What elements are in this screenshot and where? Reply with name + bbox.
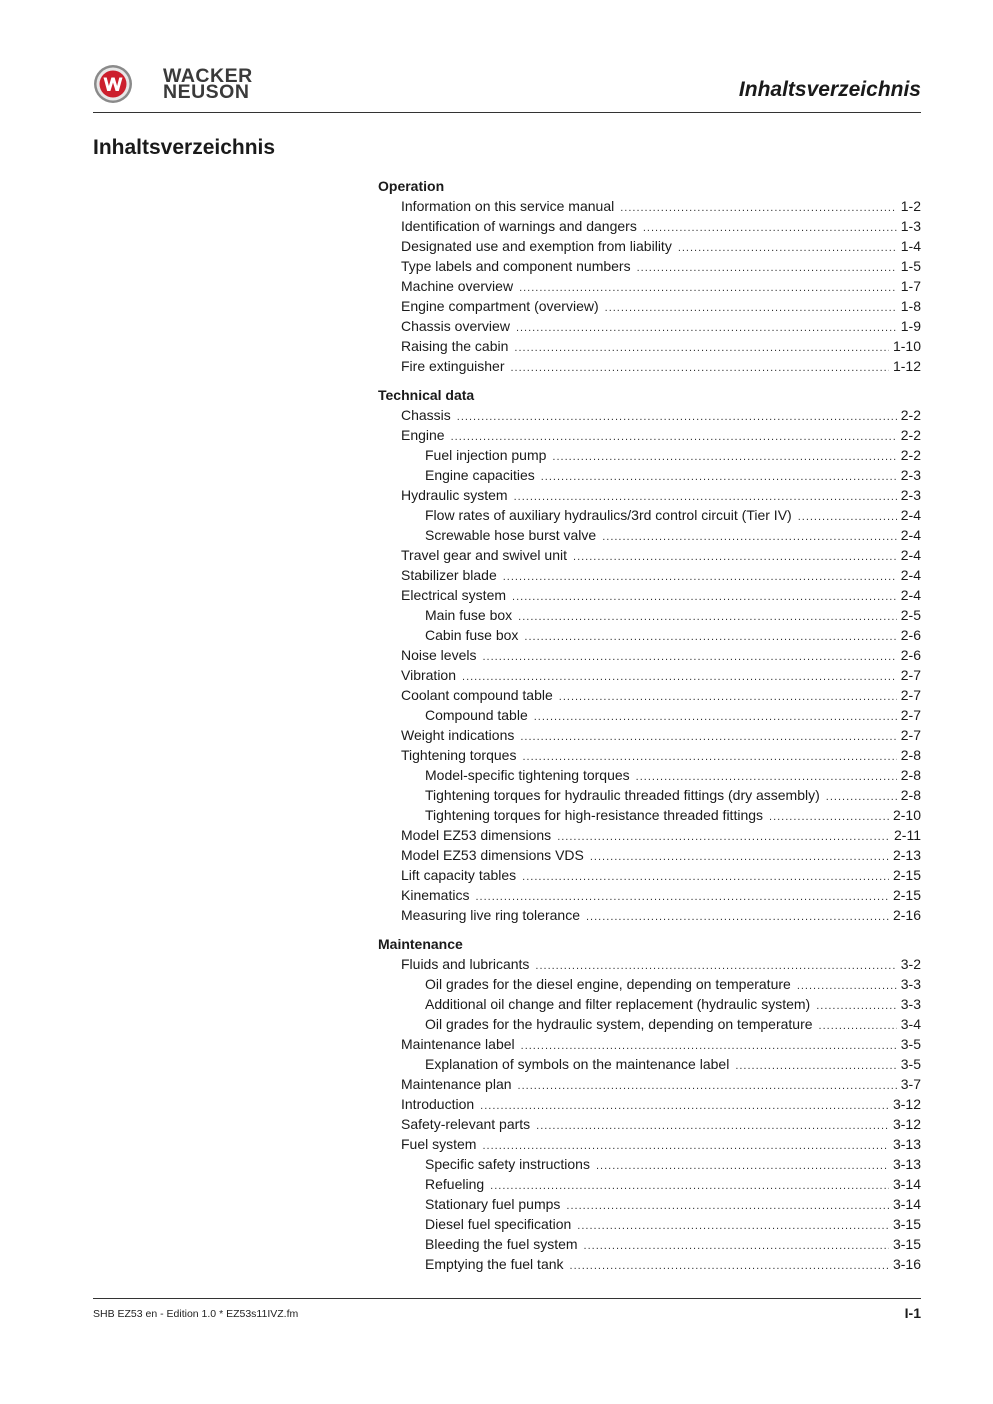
toc-entry-title: Oil grades for the hydraulic system, depending on temperature — [425, 1016, 813, 1032]
toc-dot-leader — [798, 507, 897, 527]
toc-entry-page: 3-13 — [892, 1156, 921, 1172]
toc-entry-page: 2-7 — [900, 727, 921, 743]
toc-dot-leader — [512, 587, 897, 607]
toc-entry-page: 2-2 — [900, 407, 921, 423]
toc-dot-leader — [636, 767, 897, 787]
toc-entry-page: 2-3 — [900, 487, 921, 503]
toc-entry-title: Screwable hose burst valve — [425, 527, 597, 543]
toc-dot-leader — [573, 547, 897, 567]
toc-entry[interactable] — [378, 276, 921, 296]
toc-entry-title: Machine overview — [401, 278, 514, 294]
toc-entry-title: Model EZ53 dimensions — [401, 827, 552, 843]
toc-entry-page: 1-12 — [892, 358, 921, 374]
toc-dot-leader — [605, 298, 897, 318]
toc-entry-page: 3-3 — [900, 996, 921, 1012]
toc-dot-leader — [457, 407, 897, 427]
toc-dot-leader — [541, 467, 897, 487]
toc-section — [378, 176, 921, 376]
toc-entry-title: Tightening torques for hydraulic threaded fittings (dry assembly) — [425, 787, 820, 803]
toc-entry[interactable] — [378, 196, 921, 216]
toc-entry-title: Engine — [401, 427, 445, 443]
toc-entry-page: 2-2 — [900, 427, 921, 443]
toc-entry-title: Compound table — [425, 707, 528, 723]
toc-entry[interactable] — [378, 1094, 921, 1114]
toc-dot-leader — [482, 647, 896, 667]
toc-entry-page: 3-14 — [892, 1196, 921, 1212]
toc-dot-leader — [503, 567, 897, 587]
toc-entry-title: Bleeding the fuel system — [425, 1236, 578, 1252]
toc-entry-title: Stationary fuel pumps — [425, 1196, 561, 1212]
toc-entry-title: Chassis — [401, 407, 451, 423]
toc-dot-leader — [586, 907, 889, 927]
toc-dot-leader — [514, 338, 889, 358]
toc-dot-leader — [816, 996, 897, 1016]
toc-entry[interactable] — [378, 1154, 921, 1174]
toc-entry-page: 3-3 — [900, 976, 921, 992]
toc-dot-leader — [570, 1256, 889, 1276]
toc-entry[interactable] — [378, 905, 921, 925]
toc-dot-leader — [559, 687, 897, 707]
toc-entry-page: 2-4 — [900, 527, 921, 543]
toc-entry[interactable] — [378, 445, 921, 465]
toc-section — [378, 385, 921, 925]
toc-entry-page: 3-15 — [892, 1236, 921, 1252]
toc-entry[interactable] — [378, 745, 921, 765]
toc-dot-leader — [480, 1096, 889, 1116]
toc-entry-title: Hydraulic system — [401, 487, 508, 503]
toc-dot-leader — [819, 1016, 897, 1036]
wacker-neuson-logo — [93, 64, 253, 104]
toc-dot-leader — [524, 627, 896, 647]
wacker-neuson-w-logo-icon — [93, 64, 133, 104]
toc-entry[interactable] — [378, 1174, 921, 1194]
toc-dot-leader — [602, 527, 897, 547]
toc-entry[interactable] — [378, 705, 921, 725]
toc-entry-page: 1-8 — [900, 298, 921, 314]
toc-entry-title: Flow rates of auxiliary hydraulics/3rd control circuit (Tier IV) — [425, 507, 792, 523]
toc-dot-leader — [490, 1176, 889, 1196]
toc-entry-page: 3-5 — [900, 1036, 921, 1052]
toc-entry-page: 2-15 — [892, 867, 921, 883]
toc-entry-page: 2-7 — [900, 687, 921, 703]
toc-dot-leader — [451, 427, 897, 447]
toc-entry[interactable] — [378, 1114, 921, 1134]
page-title: Inhaltsverzeichnis — [93, 136, 276, 159]
toc-dot-leader — [514, 487, 897, 507]
toc-dot-leader — [797, 976, 897, 996]
toc-entry-title: Stabilizer blade — [401, 567, 497, 583]
toc-dot-leader — [596, 1156, 889, 1176]
toc-dot-leader — [577, 1216, 889, 1236]
toc-entry-title: Chassis overview — [401, 318, 510, 334]
toc-entry-page: 2-10 — [892, 807, 921, 823]
toc-entry[interactable] — [378, 605, 921, 625]
toc-entry-page: 1-9 — [900, 318, 921, 334]
toc-dot-leader — [516, 318, 897, 338]
toc-dot-leader — [522, 747, 896, 767]
toc-entry-title: Lift capacity tables — [401, 867, 517, 883]
toc-entry-page: 2-7 — [900, 667, 921, 683]
toc-entry-title: Introduction — [401, 1096, 475, 1112]
toc-entry-title: Tightening torques — [401, 747, 517, 763]
toc-entry-title: Diesel fuel specification — [425, 1216, 572, 1232]
toc-entry-page: 3-7 — [900, 1076, 921, 1092]
toc-entry[interactable] — [378, 1234, 921, 1254]
toc-dot-leader — [535, 956, 896, 976]
toc-dot-leader — [534, 707, 897, 727]
toc-entry-title: Fuel injection pump — [425, 447, 547, 463]
toc-entry-title: Raising the cabin — [401, 338, 509, 354]
toc-dot-leader — [590, 847, 889, 867]
toc-dot-leader — [552, 447, 896, 467]
toc-dot-leader — [522, 867, 889, 887]
toc-entry-page: 2-8 — [900, 767, 921, 783]
toc-entry-page: 2-6 — [900, 647, 921, 663]
toc-entry-page: 2-4 — [900, 507, 921, 523]
toc-entry-page: 2-8 — [900, 787, 921, 803]
toc-entry-title: Fire extinguisher — [401, 358, 505, 374]
toc-entry-title: Safety-relevant parts — [401, 1116, 531, 1132]
toc-entry[interactable] — [378, 545, 921, 565]
toc-entry[interactable] — [378, 645, 921, 665]
toc-entry[interactable] — [378, 994, 921, 1014]
toc-entry-title: Additional oil change and filter replacement (hydraulic system) — [425, 996, 811, 1012]
toc-dot-leader — [536, 1116, 889, 1136]
toc-entry[interactable] — [378, 425, 921, 445]
toc-entry[interactable] — [378, 1054, 921, 1074]
toc-dot-leader — [520, 727, 896, 747]
toc-entry[interactable] — [378, 825, 921, 845]
toc-entry-title: Engine compartment (overview) — [401, 298, 599, 314]
toc-entry-title: Fluids and lubricants — [401, 956, 530, 972]
toc-dot-leader — [584, 1236, 889, 1256]
toc-entry-title: Maintenance label — [401, 1036, 515, 1052]
toc-section-title: Maintenance — [378, 936, 463, 952]
toc-entry-page: 3-14 — [892, 1176, 921, 1192]
toc-dot-leader — [566, 1196, 889, 1216]
toc-entry[interactable] — [378, 1194, 921, 1214]
toc-dot-leader — [482, 1136, 889, 1156]
toc-section-title: Operation — [378, 178, 445, 194]
toc-entry[interactable] — [378, 1254, 921, 1274]
toc-entry[interactable] — [378, 785, 921, 805]
toc-entry-page: 2-8 — [900, 747, 921, 763]
toc-dot-leader — [518, 607, 897, 627]
toc-dot-leader — [557, 827, 890, 847]
toc-entry-page: 1-3 — [900, 218, 921, 234]
toc-entry-title: Kinematics — [401, 887, 470, 903]
toc-entry-page: 2-4 — [900, 567, 921, 583]
toc-entry-page: 3-2 — [900, 956, 921, 972]
toc-entry-title: Noise levels — [401, 647, 477, 663]
toc-dot-leader — [643, 218, 897, 238]
toc-entry-page: 2-2 — [900, 447, 921, 463]
toc-entry[interactable] — [378, 585, 921, 605]
toc-entry[interactable] — [378, 256, 921, 276]
toc-section — [378, 934, 921, 1274]
toc-entry-title: Main fuse box — [425, 607, 513, 623]
toc-entry[interactable] — [378, 845, 921, 865]
toc-entry-title: Maintenance plan — [401, 1076, 512, 1092]
header-title: Inhaltsverzeichnis — [738, 78, 921, 101]
toc-entry-page: 3-12 — [892, 1096, 921, 1112]
toc-dot-leader — [518, 1076, 897, 1096]
toc-entry-title: Model-specific tightening torques — [425, 767, 630, 783]
toc-entry[interactable] — [378, 565, 921, 585]
footer-page-number: I-1 — [904, 1305, 921, 1321]
toc-entry-page: 2-3 — [900, 467, 921, 483]
toc-entry[interactable] — [378, 725, 921, 745]
toc-entry-page: 2-16 — [892, 907, 921, 923]
toc-entry-page: 2-5 — [900, 607, 921, 623]
toc-entry[interactable] — [378, 1014, 921, 1034]
toc-entry[interactable] — [378, 1214, 921, 1234]
toc-dot-leader — [462, 667, 897, 687]
toc-entry-title: Coolant compound table — [401, 687, 553, 703]
toc-entry-title: Electrical system — [401, 587, 507, 603]
toc-entry-page: 2-7 — [900, 707, 921, 723]
footer-divider — [93, 1298, 921, 1299]
toc-entry-page: 3-15 — [892, 1216, 921, 1232]
toc-entry[interactable] — [378, 765, 921, 785]
toc-entry-title: Explanation of symbols on the maintenance label — [425, 1056, 730, 1072]
toc-entry-page: 1-7 — [900, 278, 921, 294]
toc-entry-title: Information on this service manual — [401, 198, 615, 214]
toc-dot-leader — [678, 238, 897, 258]
toc-entry[interactable] — [378, 954, 921, 974]
toc-entry-title: Cabin fuse box — [425, 627, 519, 643]
toc-entry[interactable] — [378, 236, 921, 256]
toc-entry[interactable] — [378, 805, 921, 825]
toc-entry-title: Type labels and component numbers — [401, 258, 631, 274]
toc-entry[interactable] — [378, 1074, 921, 1094]
toc-entry[interactable] — [378, 465, 921, 485]
toc-dot-leader — [637, 258, 897, 278]
toc-dot-leader — [769, 807, 889, 827]
toc-entry-title: Weight indications — [401, 727, 515, 743]
toc-entry[interactable] — [378, 1034, 921, 1054]
toc-section-title: Technical data — [378, 387, 475, 403]
toc-entry-title: Emptying the fuel tank — [425, 1256, 564, 1272]
toc-entry-page: 3-5 — [900, 1056, 921, 1072]
toc-entry-title: Fuel system — [401, 1136, 477, 1152]
toc-entry-title: Engine capacities — [425, 467, 535, 483]
toc-entry[interactable] — [378, 974, 921, 994]
toc-entry-page: 2-4 — [900, 547, 921, 563]
toc-entry[interactable] — [378, 336, 921, 356]
toc-dot-leader — [826, 787, 897, 807]
toc-entry[interactable] — [378, 865, 921, 885]
toc-entry-title: Refueling — [425, 1176, 485, 1192]
toc-entry-title: Tightening torques for high-resistance threaded fittings — [425, 807, 764, 823]
toc-dot-leader — [620, 198, 897, 218]
toc-entry-title: Identification of warnings and dangers — [401, 218, 637, 234]
toc-dot-leader — [519, 278, 897, 298]
toc-entry-title: Model EZ53 dimensions VDS — [401, 847, 584, 863]
toc-entry-title: Measuring live ring tolerance — [401, 907, 580, 923]
toc-entry-page: 3-16 — [892, 1256, 921, 1272]
toc-entry-page: 2-13 — [892, 847, 921, 863]
toc-entry-title: Vibration — [401, 667, 457, 683]
toc-entry[interactable] — [378, 505, 921, 525]
toc-entry[interactable] — [378, 485, 921, 505]
toc-entry[interactable] — [378, 405, 921, 425]
toc-entry-page: 1-5 — [900, 258, 921, 274]
toc-dot-leader — [735, 1056, 896, 1076]
toc-entry-page: 2-15 — [892, 887, 921, 903]
toc-entry-page: 3-4 — [900, 1016, 921, 1032]
toc-entry-title: Travel gear and swivel unit — [401, 547, 568, 563]
toc-entry[interactable] — [378, 296, 921, 316]
toc-entry-page: 1-2 — [900, 198, 921, 214]
header-divider — [93, 112, 921, 113]
toc-entry[interactable] — [378, 665, 921, 685]
brand-line-2: NEUSON — [163, 81, 250, 103]
brand-wordmark — [163, 65, 253, 103]
footer-document-id: SHB EZ53 en - Edition 1.0 * EZ53s11IVZ.fm — [93, 1308, 299, 1320]
toc-entry[interactable] — [378, 316, 921, 336]
toc-entry-title: Specific safety instructions — [425, 1156, 590, 1172]
brand-line-1: WACKER — [163, 65, 253, 87]
table-of-contents — [378, 176, 921, 1283]
toc-entry-page: 3-12 — [892, 1116, 921, 1132]
toc-entry[interactable] — [378, 685, 921, 705]
toc-entry-page: 1-4 — [900, 238, 921, 254]
toc-dot-leader — [511, 358, 889, 378]
toc-entry[interactable] — [378, 356, 921, 376]
toc-entry-page: 2-6 — [900, 627, 921, 643]
toc-entry[interactable] — [378, 625, 921, 645]
toc-entry[interactable] — [378, 525, 921, 545]
toc-entry[interactable] — [378, 885, 921, 905]
toc-entry-page: 2-4 — [900, 587, 921, 603]
toc-entry-page: 2-11 — [894, 827, 921, 843]
toc-dot-leader — [521, 1036, 897, 1056]
toc-dot-leader — [475, 887, 889, 907]
toc-entry-page: 1-10 — [892, 338, 921, 354]
toc-entry-title: Designated use and exemption from liability — [401, 238, 672, 254]
toc-entry[interactable] — [378, 1134, 921, 1154]
toc-entry-title: Oil grades for the diesel engine, depending on temperature — [425, 976, 791, 992]
toc-entry-page: 3-13 — [892, 1136, 921, 1152]
toc-entry[interactable] — [378, 216, 921, 236]
